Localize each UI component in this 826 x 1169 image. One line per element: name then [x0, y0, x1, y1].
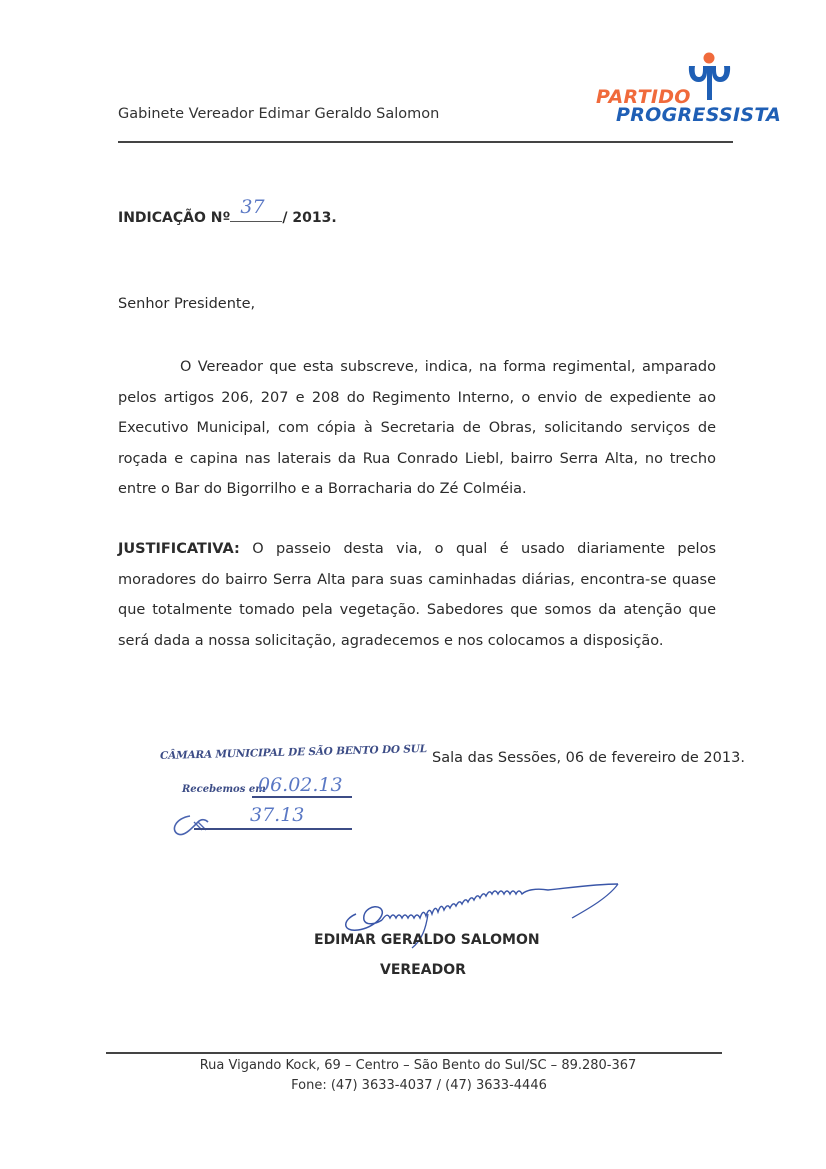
- document-title: [118, 196, 337, 226]
- pp-party-mark-icon: [683, 52, 735, 102]
- stamp-date-line: [252, 796, 352, 798]
- party-logo: [590, 52, 782, 130]
- stamp-received-date: 06.02.13: [258, 774, 343, 796]
- office-header: Gabinete Vereador Edimar Geraldo Salomon: [118, 106, 440, 122]
- footer-address-row: [0, 1058, 826, 1073]
- footer-divider: [106, 1052, 722, 1054]
- stamp-handwritten-mark-icon: [168, 808, 228, 840]
- title-suffix: / 2013.: [282, 210, 337, 226]
- signer-name: EDIMAR GERALDO SALOMON: [314, 932, 540, 948]
- stamp-protocol-number: 37.13: [250, 804, 305, 826]
- justification-text: O passeio desta via, o qual é usado diariamente pelos moradores do bairro Serra Alta para suas caminhadas diárias, encontra-se quase que totalmente tomado pela vegetação. Sabedores que somos da atenção que será dada a nossa solicitação, agradecemos e nos colocamos a disposição.: [118, 541, 717, 649]
- signer-role: VEREADOR: [380, 962, 466, 978]
- title-prefix: INDICAÇÃO Nº: [118, 210, 231, 226]
- receipt-stamp: [158, 743, 427, 848]
- place-date: Sala das Sessões, 06 de fevereiro de 2013.: [432, 750, 745, 766]
- logo-text-partido: PARTIDO: [596, 86, 691, 108]
- header-divider: [118, 141, 733, 143]
- footer-phone-row: [0, 1078, 826, 1093]
- number-blank: [230, 196, 282, 222]
- justification-paragraph: [118, 534, 716, 656]
- stamp-protocol-line: [194, 828, 352, 830]
- body-paragraph: O Vereador que esta subscreve, indica, na forma regimental, amparado pelos artigos 206, 207 e 208 do Regimento Interno, o envio de expediente ao Executivo Municipal, com cópia à Secretaria de Obras, solicitando serviços de roçada e capina nas laterais da Rua Conrado Liebl, bairro Serra Alta, no trecho entre o Bar do Bigorrilho e a Borracharia do Zé Colméia.: [118, 359, 716, 497]
- logo-text-progressista: PROGRESSISTA: [616, 104, 782, 126]
- stamp-title: CÂMARA MUNICIPAL DE SÃO BENTO DO SUL: [159, 743, 427, 762]
- salutation: Senhor Presidente,: [118, 296, 256, 312]
- footer-phones: Fone: (47) 3633-4037 / (47) 3633-4446: [291, 1078, 547, 1093]
- footer-address: Rua Vigando Kock, 69 – Centro – São Bento do Sul/SC – 89.280-367: [199, 1058, 637, 1073]
- stamp-received-label: Recebemos em: [182, 784, 266, 795]
- justification-label: JUSTIFICATIVA:: [118, 541, 240, 557]
- handwritten-number: 37: [240, 196, 265, 218]
